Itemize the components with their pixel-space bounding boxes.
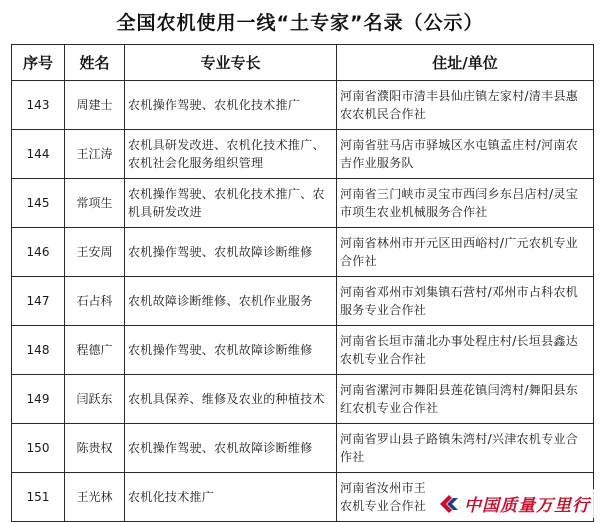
- cell-number: 144: [12, 130, 65, 179]
- cell-name: 王安周: [65, 228, 125, 277]
- table-row: [12, 375, 594, 424]
- cell-number: 151: [12, 473, 65, 522]
- cell-name: 王江涛: [65, 130, 125, 179]
- cell-specialty: 农机操作驾驶、农机化技术推广、农机具研发改进: [125, 179, 337, 228]
- table-row: [12, 277, 594, 326]
- cell-number: 147: [12, 277, 65, 326]
- cell-name: 闫跃东: [65, 375, 125, 424]
- cell-name: 石占科: [65, 277, 125, 326]
- cell-specialty: 农机操作驾驶、农机故障诊断维修: [125, 326, 337, 375]
- cell-name: 王光林: [65, 473, 125, 522]
- watermark: [434, 489, 594, 518]
- cell-number: 148: [12, 326, 65, 375]
- cell-address: 河南省长垣市蒲北办事处程庄村/长垣县鑫达农机专业合作社: [337, 326, 594, 375]
- table-row: [12, 179, 594, 228]
- table-row: [12, 424, 594, 473]
- table-row: [12, 81, 594, 130]
- cell-specialty: 农机操作驾驶、农机故障诊断维修: [125, 228, 337, 277]
- cell-name: 常项生: [65, 179, 125, 228]
- cell-name: 程德广: [65, 326, 125, 375]
- cell-address: 河南省林州市开元区田西峪村/广元农机专业合作社: [337, 228, 594, 277]
- header-specialty: 专业专长: [125, 45, 337, 81]
- cell-number: 149: [12, 375, 65, 424]
- page-title: 全国农机使用一线“土专家”名录（公示）: [116, 12, 484, 34]
- cell-address: 河南省濮阳市清丰县仙庄镇左家村/清丰县惠农农机民合作社: [337, 81, 594, 130]
- cell-address: 河南省三门峡市灵宝市西闫乡东吕店村/灵宝市项生农业机械服务合作社: [337, 179, 594, 228]
- cell-address: 河南省驻马店市驿城区水屯镇孟庄村/河南农吉作业服务队: [337, 130, 594, 179]
- cell-specialty: 农机操作驾驶、农机化技术推广: [125, 81, 337, 130]
- table-row: [12, 228, 594, 277]
- cell-specialty: 农机具研发改进、农机化技术推广、农机社会化服务组织管理: [125, 130, 337, 179]
- cell-number: 146: [12, 228, 65, 277]
- cell-name: 周建士: [65, 81, 125, 130]
- roster-table: [11, 44, 594, 522]
- cell-number: 150: [12, 424, 65, 473]
- table-header-row: [12, 45, 594, 81]
- header-number: 序号: [12, 45, 65, 81]
- watermark-text: 中国质量万里行: [464, 496, 590, 516]
- cell-name: 陈贵权: [65, 424, 125, 473]
- watermark-logo-icon: [438, 493, 460, 515]
- cell-address: 河南省漯河市舞阳县莲花镇闫湾村/舞阳县东红农机专业合作社: [337, 375, 594, 424]
- cell-number: 143: [12, 81, 65, 130]
- header-address: 住址/单位: [337, 45, 594, 81]
- cell-address: 河南省邓州市刘集镇石营村/邓州市占科农机服务专业合作社: [337, 277, 594, 326]
- cell-number: 145: [12, 179, 65, 228]
- cell-specialty: 农机化技术推广: [125, 473, 337, 522]
- header-name: 姓名: [65, 45, 125, 81]
- cell-address: 河南省汝州市王 农机专业合作社: [337, 473, 594, 522]
- cell-address: 河南省罗山县子路镇朱湾村/兴津农机专业合作社: [337, 424, 594, 473]
- table-row: [12, 130, 594, 179]
- cell-specialty: 农机故障诊断维修、农机作业服务: [125, 277, 337, 326]
- table-row: [12, 326, 594, 375]
- cell-specialty: 农机操作驾驶、农机故障诊断维修: [125, 424, 337, 473]
- cell-specialty: 农机具保养、维修及农业的种植技术: [125, 375, 337, 424]
